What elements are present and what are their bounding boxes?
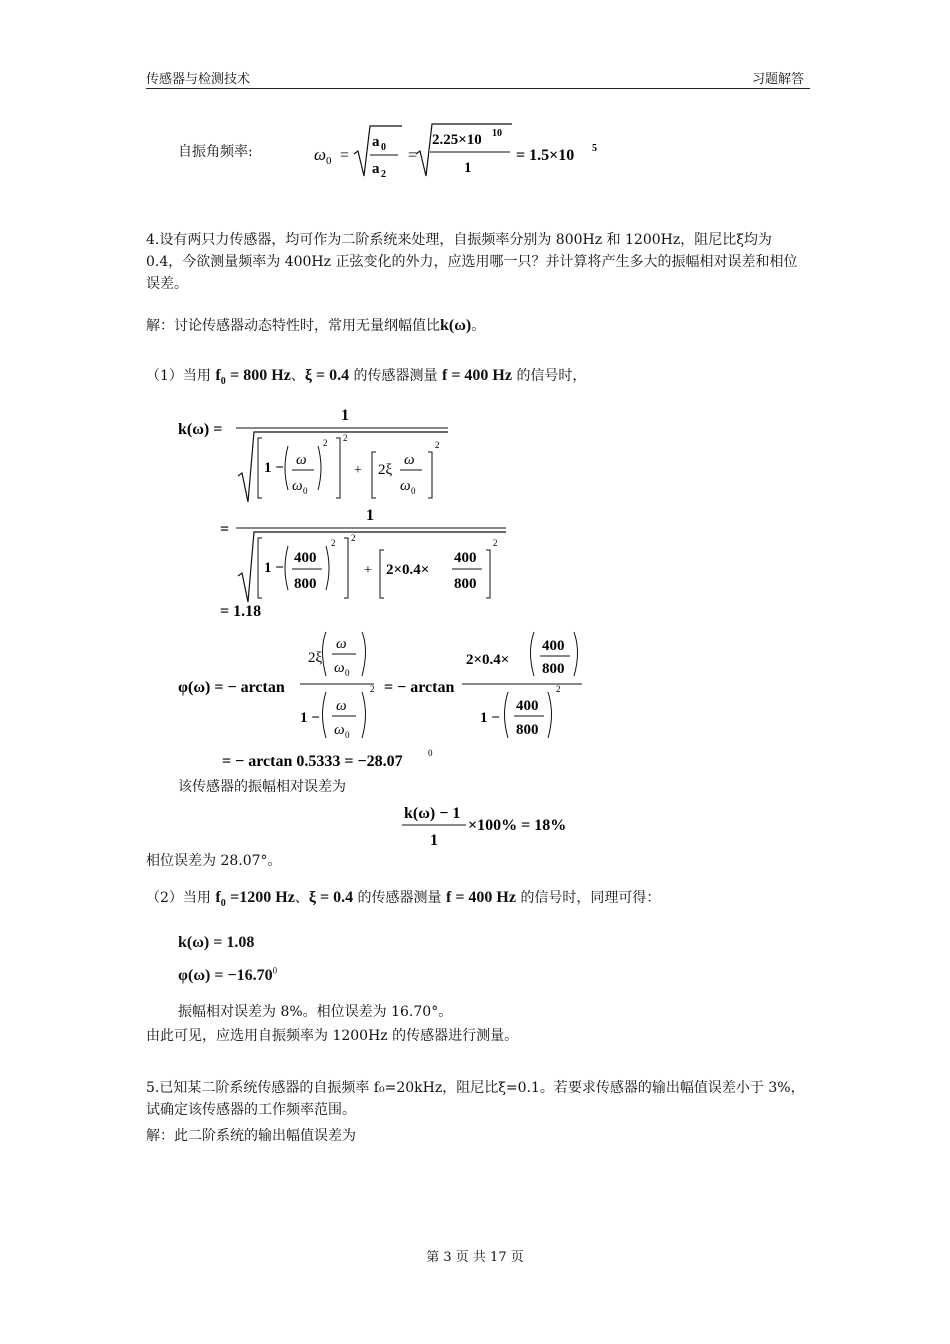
svg-text:0: 0 [326,155,332,167]
svg-text:2ξ: 2ξ [378,462,393,478]
svg-text:0: 0 [411,486,416,496]
svg-text:= − arctan: = − arctan [384,679,455,696]
case2-conclusion: 由此可见，应选用自振频率为 1200Hz 的传感器进行测量。 [146,1028,519,1044]
svg-text:5: 5 [592,143,597,154]
svg-text:400: 400 [542,638,565,654]
svg-text:1: 1 [341,407,349,424]
svg-text:0: 0 [345,730,350,740]
omega0-formula [310,118,610,182]
svg-text:1 −: 1 − [264,560,284,576]
svg-text:800: 800 [516,722,539,738]
svg-text:ω: ω [296,452,307,468]
svg-text:ω: ω [292,478,303,494]
svg-text:2×0.4×: 2×0.4× [466,652,510,668]
svg-text:2: 2 [435,440,440,450]
svg-text:1: 1 [366,507,374,524]
phi-formula [176,626,596,774]
k-formula-numeric [218,504,518,624]
svg-text:φ(ω) = − arctan: φ(ω) = − arctan [178,679,285,696]
svg-text:2: 2 [370,684,375,694]
k-formula-symbolic [176,402,476,502]
svg-text:=: = [220,521,230,538]
svg-text:800: 800 [294,576,317,592]
svg-text:ω: ω [314,145,327,164]
svg-text:= 1.18: = 1.18 [220,603,262,620]
omega0-label: 自振角频率: [178,144,253,160]
problem5-solution: 解：此二阶系统的输出幅值误差为 [146,1128,356,1144]
svg-text:2: 2 [493,538,498,548]
svg-text:0: 0 [345,668,350,678]
svg-text:400: 400 [454,550,477,566]
svg-text:ω: ω [334,660,345,676]
svg-text:2: 2 [556,684,561,694]
svg-text:2ξ: 2ξ [308,650,323,666]
svg-text:= − arctan 0.5333 = −28.07: = − arctan 0.5333 = −28.07 [222,753,403,770]
phase-error-text: 相位误差为 28.07°。 [146,853,282,869]
svg-text:0: 0 [381,142,386,153]
case2-k-result: k(ω) = 1.08 [178,934,255,951]
svg-text:0: 0 [428,748,433,758]
svg-text:2: 2 [331,538,336,548]
svg-text:a: a [372,134,380,150]
svg-text:ω: ω [404,452,415,468]
svg-text:2: 2 [323,438,328,448]
svg-text:400: 400 [294,550,317,566]
svg-text:2: 2 [343,433,348,443]
header-title: 传感器与检测技术 [146,72,251,87]
header-section: 习题解答 [752,72,805,87]
case2-errors: 振幅相对误差为 8%。相位误差为 16.70°。 [178,1004,453,1020]
svg-text:1: 1 [430,832,438,849]
svg-text:k(ω) − 1: k(ω) − 1 [404,805,461,822]
svg-text:+: + [354,463,362,478]
svg-text:= 1.5×10: = 1.5×10 [516,147,575,164]
svg-text:ω: ω [336,698,347,714]
svg-text:ω: ω [400,478,411,494]
svg-text:10: 10 [492,128,502,139]
svg-text:800: 800 [542,661,565,677]
problem5-text: 5.已知某二阶系统传感器的自振频率 f₀=20kHz，阻尼比ξ=0.1。若要求传感器的输出幅值误差小于 3%，试确定该传感器的工作频率范围。 [146,1080,805,1118]
svg-text:400: 400 [516,698,539,714]
amp-error-label: 该传感器的振幅相对误差为 [178,779,346,795]
svg-text:=: = [340,147,350,164]
svg-text:+: + [364,563,372,578]
case2-statement: （2）当用 $f_0 =1200$ Hz、ξ = 0.4 的传感器测量 f = 400 Hz 的信号时，同理可得： [146,889,661,909]
svg-text:a: a [372,161,380,177]
page-number: 第 3 页 共 17 页 [426,1250,524,1265]
svg-text:×100% = 18%: ×100% = 18% [468,817,567,834]
svg-text:=: = [408,147,418,164]
amp-error-formula [398,798,598,852]
svg-text:2×0.4×: 2×0.4× [386,562,430,578]
problem4-solution: 解：讨论传感器动态特性时，常用无量纲幅值比k(ω)。 [146,317,486,334]
case1-statement: （1）当用 $f_0 = 800$ Hz、ξ = 0.4 的传感器测量 f = 400 Hz 的信号时， [146,367,587,387]
svg-text:0: 0 [303,486,308,496]
svg-text:1: 1 [464,160,472,176]
header-rule [146,88,810,89]
svg-text:1 −: 1 − [300,710,320,726]
svg-text:1 −: 1 − [264,460,284,476]
svg-text:800: 800 [454,576,477,592]
svg-text:2.25×10: 2.25×10 [432,132,482,148]
svg-text:2: 2 [351,533,356,543]
case2-phi-result: $\varphi(\omega) = -16.70^0$ [178,965,278,984]
svg-text:ω: ω [336,636,347,652]
svg-text:1 −: 1 − [480,710,500,726]
svg-text:k(ω) =: k(ω) = [178,421,223,438]
problem4-text: 4.设有两只力传感器，均可作为二阶系统来处理，自振频率分别为 800Hz 和 1200Hz，阻尼比ξ均为 0.4，今欲测量频率为 400Hz 正弦变化的外力，应选用哪一只？并计算将产生多大的振幅相对误差和相位误差。 [146,232,798,292]
svg-text:ω: ω [334,722,345,738]
svg-text:2: 2 [381,169,386,180]
